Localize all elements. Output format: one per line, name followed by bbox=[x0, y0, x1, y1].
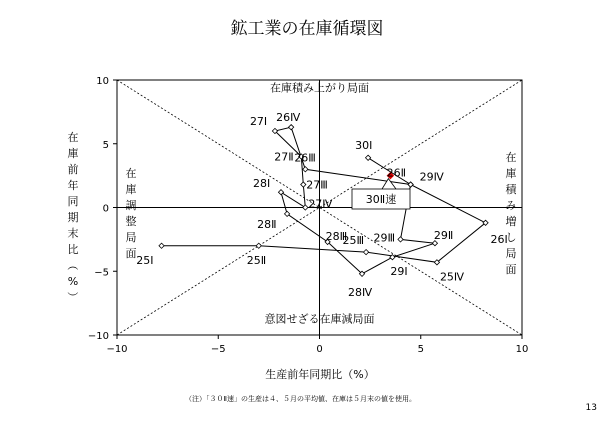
glyph: 庫 bbox=[67, 147, 79, 160]
point-label: 26Ⅰ bbox=[490, 232, 508, 246]
glyph: 期 bbox=[67, 211, 79, 224]
glyph: 比 bbox=[67, 243, 79, 256]
y-axis-label bbox=[66, 130, 79, 303]
y-tick-label: −10 bbox=[87, 331, 109, 342]
point-label: 28Ⅰ bbox=[253, 177, 271, 191]
glyph: 調 bbox=[125, 199, 137, 212]
data-point bbox=[303, 167, 308, 172]
point-label: 29Ⅱ bbox=[433, 229, 454, 243]
point-label: 27Ⅳ bbox=[308, 197, 333, 211]
page-number: 13 bbox=[585, 403, 597, 413]
x-axis-label: 生産前年同期比（%） bbox=[265, 368, 375, 381]
x-tick-label: 10 bbox=[515, 344, 529, 355]
point-label: 30Ⅰ bbox=[355, 138, 373, 152]
footnote: （注）「３０Ⅱ速」の生産は４、５月の平均値、在庫は５月末の値を使用。 bbox=[185, 395, 416, 403]
glyph: % bbox=[67, 275, 79, 288]
point-label: 29Ⅳ bbox=[419, 170, 444, 184]
glyph: み bbox=[505, 199, 517, 212]
point-label: 26Ⅳ bbox=[276, 111, 301, 125]
y-tick-label: 0 bbox=[102, 203, 109, 215]
y-tick-label: −5 bbox=[94, 267, 109, 279]
glyph: ） bbox=[66, 291, 79, 303]
data-point bbox=[301, 182, 306, 187]
point-labels bbox=[136, 111, 508, 299]
chart-title: 鉱工業の在庫循環図 bbox=[230, 19, 384, 39]
data-point bbox=[256, 243, 261, 248]
point-label: 26Ⅱ bbox=[386, 166, 407, 180]
callout-label: 30Ⅱ速 bbox=[365, 193, 397, 206]
glyph: 年 bbox=[67, 179, 79, 192]
glyph: 同 bbox=[67, 195, 79, 208]
point-label: 27Ⅰ bbox=[249, 115, 268, 128]
glyph: 局 bbox=[505, 247, 517, 260]
glyph: （ bbox=[66, 259, 79, 271]
data-point bbox=[366, 155, 371, 160]
y-tick-label: 10 bbox=[96, 76, 109, 87]
data-point bbox=[303, 205, 308, 210]
data-point bbox=[363, 250, 368, 255]
data-point bbox=[398, 237, 403, 242]
point-label: 25Ⅰ bbox=[136, 253, 154, 267]
y-axis-label-text bbox=[66, 130, 79, 303]
y-tick-label: 5 bbox=[102, 139, 109, 151]
data-point bbox=[278, 190, 283, 195]
quadrant-label-right bbox=[506, 150, 518, 276]
quadrant-label-top: 在庫積み上がり局面 bbox=[270, 81, 369, 95]
point-label: 28Ⅲ bbox=[325, 229, 348, 243]
glyph: 前 bbox=[67, 163, 79, 176]
point-label: 29Ⅲ bbox=[373, 231, 396, 245]
point-label: 29Ⅰ bbox=[390, 265, 408, 279]
glyph: 在 bbox=[505, 151, 517, 164]
glyph: 積 bbox=[505, 183, 517, 196]
glyph: 面 bbox=[505, 263, 517, 276]
point-label: 26Ⅲ bbox=[294, 151, 316, 165]
glyph: 庫 bbox=[505, 167, 517, 180]
data-point bbox=[289, 125, 294, 130]
x-tick-label: 0 bbox=[316, 344, 323, 355]
point-label: 28Ⅱ bbox=[257, 217, 277, 231]
glyph: 増 bbox=[505, 215, 517, 228]
point-label: 25Ⅳ bbox=[439, 270, 465, 284]
quadrant-label-bottom: 意図せざる在庫減局面 bbox=[264, 312, 375, 326]
glyph: 局 bbox=[125, 231, 137, 244]
data-point bbox=[408, 182, 413, 187]
point-label: 27Ⅱ bbox=[274, 150, 294, 164]
point-label: 28Ⅳ bbox=[348, 285, 373, 299]
point-label: 27Ⅲ bbox=[306, 178, 328, 192]
data-point bbox=[159, 243, 164, 248]
point-label: 25Ⅱ bbox=[246, 253, 267, 267]
x-tick-label: −5 bbox=[210, 344, 226, 355]
glyph: 面 bbox=[125, 247, 137, 260]
x-tick-label: −10 bbox=[106, 344, 128, 355]
glyph: 整 bbox=[125, 215, 137, 228]
glyph: 在 bbox=[125, 167, 137, 180]
point-label: 25Ⅲ bbox=[342, 234, 365, 248]
quadrant-label-left bbox=[126, 166, 137, 260]
glyph: し bbox=[505, 231, 517, 244]
glyph: 末 bbox=[67, 227, 79, 240]
x-tick-label: 5 bbox=[417, 344, 424, 355]
glyph: 庫 bbox=[125, 183, 137, 196]
glyph: 在 bbox=[67, 131, 79, 144]
